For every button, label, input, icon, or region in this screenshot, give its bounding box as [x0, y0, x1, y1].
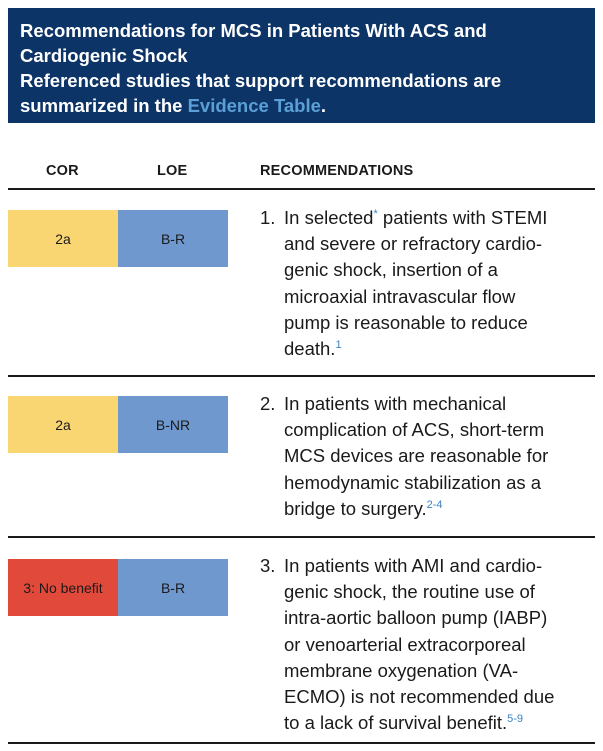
recommendation-3 — [260, 553, 600, 736]
column-header-recommendations: RECOMMENDATIONS — [260, 163, 414, 179]
header-title-line1: Recommendations for MCS in Patients With ACS and — [20, 20, 487, 41]
rec-line: to a lack of survival benefit. — [284, 712, 508, 734]
rec-line: bridge to surgery. — [284, 497, 427, 519]
header-banner — [8, 8, 595, 123]
cor-badge-row-1: 2a — [8, 210, 118, 267]
recommendation-number: 3. — [260, 555, 276, 576]
rec-line: complication of ACS, short-term — [284, 419, 545, 441]
cor-badge-row-2: 2a — [8, 396, 118, 453]
recommendation-2 — [260, 391, 600, 522]
reference-superscript[interactable]: 2-4 — [426, 498, 443, 511]
column-header-cor: COR — [46, 163, 79, 179]
rec-line: hemodynamic stabilization as a — [284, 471, 542, 493]
loe-badge-row-3: B-R — [118, 559, 228, 616]
recommendation-number: 1. — [260, 207, 276, 228]
reference-superscript[interactable]: 5-9 — [507, 713, 524, 726]
rec-line: death. — [284, 338, 336, 360]
header-subtitle — [20, 68, 583, 118]
rec-line: genic shock, insertion of a — [284, 259, 498, 281]
rec-line: In patients with AMI and cardio- — [284, 555, 543, 576]
rec-line: membrane oxygenation (VA- — [284, 659, 519, 681]
rec-line: intra-aortic balloon pump (IABP) — [284, 607, 548, 629]
recommendation-number: 2. — [260, 393, 276, 414]
loe-badge-row-2: B-NR — [118, 396, 228, 453]
row-divider — [8, 375, 595, 377]
header-title — [20, 18, 583, 68]
recommendation-text — [260, 391, 600, 522]
header-subtitle-suffix: . — [320, 95, 327, 116]
header-subtitle-prefix: summarized in the — [20, 95, 188, 116]
rec-line: and severe or refractory cardio- — [284, 233, 543, 255]
cor-badge-row-3: 3: No benefit — [8, 559, 118, 616]
column-header-loe: LOE — [157, 163, 188, 179]
rec-line: In selected — [284, 207, 374, 228]
row-divider — [8, 742, 595, 744]
rec-line: pump is reasonable to reduce — [284, 311, 528, 333]
header-title-line2: Cardiogenic Shock — [20, 45, 188, 66]
rec-line: In patients with mechanical — [284, 393, 507, 414]
header-divider — [8, 188, 595, 190]
rec-line: ECMO) is not recommended due — [284, 686, 555, 708]
row-divider — [8, 536, 595, 538]
rec-line: genic shock, the routine use of — [284, 581, 535, 603]
recommendation-1 — [260, 205, 600, 362]
recommendation-text — [260, 553, 600, 736]
rec-line: patients with STEMI — [382, 207, 548, 228]
asterisk-footnote[interactable]: * — [373, 208, 378, 220]
loe-badge-row-1: B-R — [118, 210, 228, 267]
evidence-table-link[interactable]: Evidence Table — [187, 95, 321, 116]
header-subtitle-line1: Referenced studies that support recommendations are — [20, 70, 502, 91]
recommendation-text — [260, 205, 600, 362]
rec-line: or venoarterial extracorporeal — [284, 633, 526, 655]
rec-line: MCS devices are reasonable for — [284, 445, 549, 467]
rec-line: microaxial intravascular flow — [284, 285, 516, 307]
reference-superscript[interactable]: 1 — [335, 339, 342, 352]
